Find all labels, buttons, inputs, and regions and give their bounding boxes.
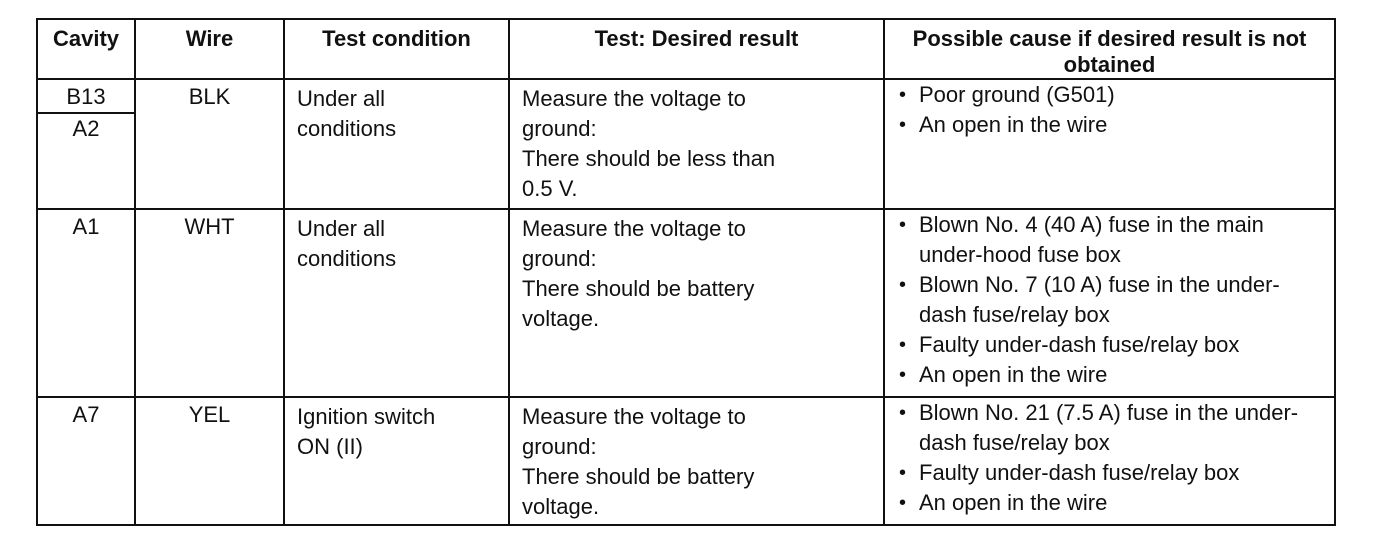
- condition-line: Under all: [297, 86, 386, 111]
- result-line: There should be battery: [522, 276, 755, 301]
- test-condition-cell: [284, 79, 509, 209]
- result-line: Measure the voltage to: [522, 86, 746, 111]
- cause-item: • Faulty under-dash fuse/relay box: [895, 458, 1326, 488]
- diagnostic-table: [36, 18, 1336, 526]
- cause-list: [895, 398, 1326, 518]
- cavity-value: B13: [38, 82, 134, 114]
- table-row: [37, 209, 1335, 397]
- cause-list: [895, 80, 1326, 140]
- possible-cause-cell: [884, 79, 1335, 209]
- condition-line: conditions: [297, 246, 397, 271]
- result-line: ground:: [522, 246, 597, 271]
- condition-line: Ignition switch: [297, 404, 436, 429]
- header-wire: Wire: [135, 19, 284, 79]
- wire-cell: YEL: [135, 397, 284, 525]
- header-test-condition: Test condition: [284, 19, 509, 79]
- cause-item: • Blown No. 4 (40 A) fuse in the main under-hood fuse box: [895, 210, 1326, 270]
- table-header-row: [37, 19, 1335, 79]
- cause-item: • An open in the wire: [895, 360, 1326, 390]
- possible-cause-cell: [884, 209, 1335, 397]
- cause-item: • Faulty under-dash fuse/relay box: [895, 330, 1326, 360]
- header-possible-cause: Possible cause if desired result is not obtained: [884, 19, 1335, 79]
- result-line: Measure the voltage to: [522, 216, 746, 241]
- test-condition-cell: [284, 209, 509, 397]
- desired-result-cell: [509, 397, 884, 525]
- cavity-cell: A1: [37, 209, 135, 397]
- test-condition-cell: [284, 397, 509, 525]
- header-cavity: Cavity: [37, 19, 135, 79]
- result-line: ground:: [522, 434, 597, 459]
- cause-list: [895, 210, 1326, 390]
- cavity-cell: A7: [37, 397, 135, 525]
- header-desired-result: Test: Desired result: [509, 19, 884, 79]
- table-row: [37, 397, 1335, 525]
- possible-cause-cell: [884, 397, 1335, 525]
- cavity-value: A2: [72, 116, 100, 141]
- result-line: ground:: [522, 116, 597, 141]
- condition-line: Under all: [297, 216, 386, 241]
- desired-result-cell: [509, 209, 884, 397]
- result-line: There should be less than: [522, 146, 776, 171]
- condition-line: conditions: [297, 116, 397, 141]
- wire-cell: BLK: [135, 79, 284, 209]
- cavity-cell: [37, 79, 135, 209]
- condition-line: ON (II): [297, 434, 363, 459]
- table-row: [37, 79, 1335, 209]
- desired-result-cell: [509, 79, 884, 209]
- result-line: There should be battery: [522, 464, 755, 489]
- result-line: voltage.: [522, 494, 600, 519]
- cause-item: • Blown No. 7 (10 A) fuse in the under-dash fuse/relay box: [895, 270, 1326, 330]
- cause-item: • Blown No. 21 (7.5 A) fuse in the under-dash fuse/relay box: [895, 398, 1326, 458]
- cause-item: • An open in the wire: [895, 488, 1326, 518]
- wire-cell: WHT: [135, 209, 284, 397]
- result-line: 0.5 V.: [522, 176, 578, 201]
- cause-item: • Poor ground (G501): [895, 80, 1326, 110]
- cause-item: • An open in the wire: [895, 110, 1326, 140]
- result-line: Measure the voltage to: [522, 404, 746, 429]
- result-line: voltage.: [522, 306, 600, 331]
